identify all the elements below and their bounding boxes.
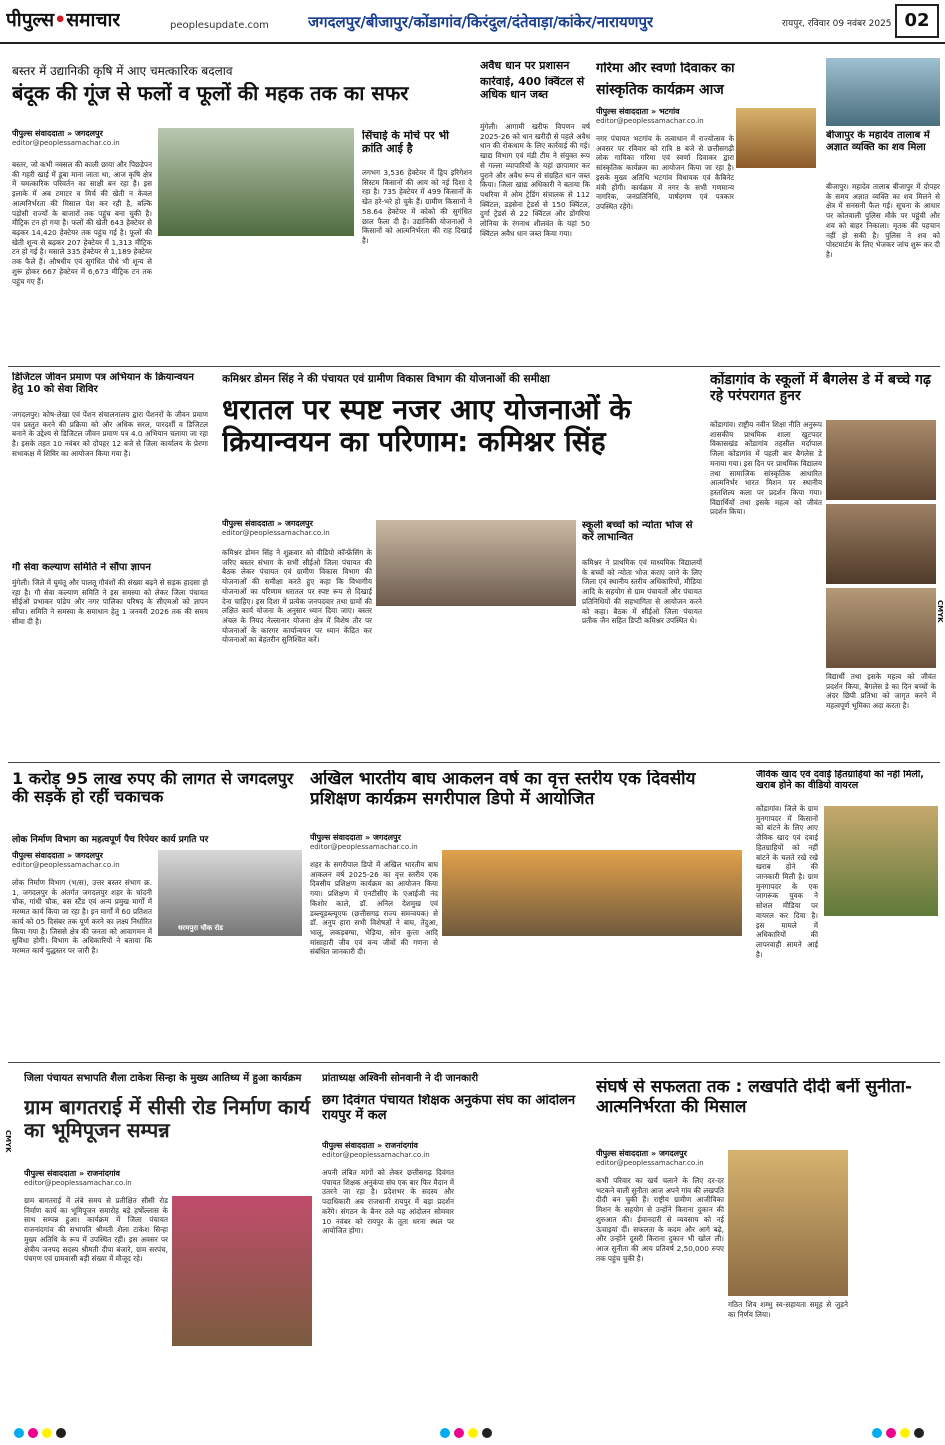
section-divider [8,366,940,367]
email[interactable]: editor@peoplessamachar.co.in [12,139,120,147]
children-craft-photo-2 [826,504,936,584]
fertilizer-bags-photo [824,806,938,916]
page-number: 02 [895,4,939,38]
story6-body-cont [376,610,576,758]
story1-side-body: लगभग 3,536 हेक्टेयर में ड्रिप इरिगेशन सिस्टम किसानों की आय को नई दिशा दे रहा है। 735 हेक्टेयर में 499 किसानों के खेत हरे-भरे हो चुके हैं। ग्रामीण किसानों ने 58.64 हेक्टेयर में कोको की सुगंधित छाल फैला दी है। उद्यानिकी योजनाओं ने किसानों को आत्मनिर्भरता की राह दिखाई है। [362,168,472,246]
story6-byline-block: पीपुल्स संवाददाता » जगदलपुर editor@peoplessamachar.co.in [222,519,330,537]
story5-subbody: मुंगेली। जिले में घुमंतू और पालतू गौवंशों की संख्या बढ़ने से सड़क हादसा हो रहा है। गौ सेवा कल्याण समिति ने इस समस्या को लेकर जिला पंचायत सीईओ प्रभाकर पांडेय और नगर पालिका परिषद के सीएमओ को ज्ञापन सौंपा। समिति ने समस्या के समाधान हेतु 1 जनवरी 2026 तक की समय सीमा दी है। [12,578,208,626]
story11-headline: जैविक खाद एवं दवाई हितग्राहियों को नहीं मिली, खराब होने का वीडियो वायरल [756,770,924,791]
story14-body: कभी परिवार का खर्च चलाने के लिए दर-दर भटकने वाली सुनीता आज अपने गांव की लखपति दीदी बन चुकी हैं। राष्ट्रीय ग्रामीण आजीविका मिशन के सहयोग से उन्होंने किराना दुकान की शुरुआत की। ईमानदारी से व्यवसाय को नई ऊंचाइयां दीं। सफलता के कदम और आगे बढ़े, और उन्होंने दूसरी किराना दुकान भी खोल ली। आज सुनीता की आय प्रतिवर्ष 2,50,000 रुपए तक पहुंच चुकी है। [596,1176,724,1263]
magenta-dot [28,1428,38,1438]
story13-headline: छग दिवंगत पंचायत शिक्षक अनुकंपा संघ का आंदोलन रायपुर में कल [322,1094,576,1123]
story14-caption: गठित शिव शम्भु स्व-सहायता समूह से जुड़ने का निर्णय लिया। [728,1300,848,1319]
dateline: रायपुर, रविवार 09 नवंबर 2025 [782,19,892,29]
section-divider [8,762,940,763]
cmyk-side-label: CMYK [936,600,944,623]
section-divider [8,1062,940,1063]
meeting-photo [376,520,576,606]
newspaper-logo: पीपुल्स•समाचार [6,9,121,31]
story12-body: ग्राम बागतराई में लंबे समय से प्रतीक्षित सीसी रोड निर्माण कार्य का भूमिपूजन समारोह बड़े हर्षोल्लास के साथ सम्पन्न हुआ। कार्यक्रम में जिला पंचायत राजनांदगांव की सभापति श्रीमती शैला टाकेश सिन्हा मुख्य अतिथि के रूप में उपस्थित रहीं। इस अवसर पर क्षेत्रीय जनपद सदस्य श्रीमती दीपा बंजारे, ग्राम सरपंच, पंचगण एवं ग्रामवासी बड़ी संख्या में मौजूद रहे। [24,1196,168,1264]
bhoomipujan-photo [172,1196,312,1346]
story14-headline: संघर्ष से सफलता तक : लखपति दीदी बनीं सुनीता-आत्मनिर्भरता की मिसाल [596,1078,913,1117]
story7-headline: स्कूली बच्चों को न्योता भोज से करें लाभान्वित [582,520,693,543]
story2-headline: कार्रवाई, 400 क्विंटल से अधिक धान जब्त [480,76,585,101]
training-group-photo [442,850,742,936]
story1-body: बस्तर, जो कभी नक्सल की काली छाया और पिछड़ेपन की गहरी खाई में डूबा माना जाता था, आज कृषि क्षेत्र में चमत्कारिक परिवर्तन का साक्षी बन रहा है। इस इलाके में अब टमाटर व मिर्च की खेती न केवल आत्मनिर्भरता की मिसाल पेश कर रही है, बल्कि पड़ोसी राज्यों के बाजारों तक पहुंच बना चुकी है। मीट्रिक टन हो गया है। फलों की खेती 643 हेक्टेयर से बढ़कर 14,420 हेक्टेयर तक पहुंच गई है। फूलों की खेती शून्य से बढ़कर 207 हेक्टेयर में 1,313 मीट्रिक टन हो गई है। मसाले 335 हेक्टेयर से 1,189 हेक्टेयर तक फैले हैं। औषधीय एवं सुगंधित पौधे भी शून्य से शुरू होकर 667 हेक्टेयर में 6,673 मीट्रिक टन तक पहुंच गए हैं। [12,160,152,286]
story5-body: जगदलपुर। कोष-लेखा एवं पेंशन संचालनालय द्वारा पेंशनरों के जीवन प्रमाण पत्र प्रस्तुत करने की प्रक्रिया को और अधिक सरल, पारदर्शी व डिजिटल बनाने के उद्देश्य से डिजिटल जीवन प्रमाण पत्र 4.0 अभियान चलाया जा रहा है। इसके तहत 10 नवंबर को दोपहर 12 बजे से जिला कार्यालय के प्रेरणा सभाकक्ष में शिविर का आयोजन किया गया है। [12,410,208,458]
story9-byline-block: पीपुल्स संवाददाता » जगदलपुर editor@peoplessamachar.co.in [12,851,120,869]
story1-kicker: बस्तर में उद्यानिकी कृषि में आए चमत्कारिक बदलाव [12,64,233,78]
story1-headline: बंदूक की गूंज से फलों व फूलों की महक तक का सफर [12,82,409,105]
story7-body: कमिश्नर ने प्राथमिक एवं माध्यमिक विद्यालयों के बच्चों को न्योता भोज कराए जाने के लिए जिला एवं स्थानीय स्तरीय अधिकारियों, मीडिया आदि के सहयोग से ग्राम पंचायतों और पंचायत प्रतिनिधियों की सहभागिता से आयोजन करने को कहा। बैठक में सीईओ जिला पंचायत प्रतीक जैन सहित डिप्टी कमिश्नर उपस्थित थे। [582,558,702,626]
website-url[interactable]: peoplesupdate.com [170,20,269,31]
story10-body: शहर के सगरीपाल डिपो में अखिल भारतीय बाघ आकलन वर्ष 2025-26 का वृत्त स्तरीय एक दिवसीय प्रशिक्षण कार्यक्रम का आयोजन किया गया। प्रशिक्षण में एनटीसीए के एआईजी नंद किशोर काले, डॉ. अनिल देशमुख एवं डब्ल्यूडब्ल्यूएफ (छत्तीसगढ़ राज्य समन्वयक) से डॉ. अनुप हारा सभी विशेषज्ञों ने बाघ, तेंदुआ, भालू, लकड़बग्घा, भेड़िया, सोन कुत्ता आदि मांसाहारी जीव एवं वन्य जीवों की गणना से संबंधित जानकारी दी। [310,860,438,957]
masthead [0,0,945,44]
dateline-place: जगदलपुर [74,129,103,138]
story10-byline-block: पीपुल्स संवाददाता » जगदलपुर editor@peoplessamachar.co.in [310,833,418,851]
story3-body-cont [736,172,816,358]
story14-byline-block: पीपुल्स संवाददाता » जगदलपुर editor@peoplessamachar.co.in [596,1149,704,1167]
black-dot [56,1428,66,1438]
story3-body: नगर पंचायत भटगांव के तत्वाधान में राज्योत्सव के अवसर पर रविवार को रात्रि 8 बजे से छत्तीसगढ़ी लोक गायिका गरिमा एवं स्वर्णा दिवाकर द्वारा सांस्कृतिक कार्यक्रम का आयोजन किया जा रहा है। इसके मुख्य अतिथि भटगांव विधायक एवं कैबिनेट मंत्री होंगी। कार्यक्रम में नगर के सभी गणमान्य नागरिक, जनप्रतिनिधि, पार्षदगण एवं पत्रकार उपस्थित रहेंगे। [596,134,734,212]
story14-body-cont [852,1150,938,1426]
story11-body: कोंडागांव। जिले के ग्राम मुनगापदर में किसानों को बांटने के लिए आए जैविक खाद एवं दवाई हितग्राहियों को नहीं बांटने के चलते रखे रखे खराब होने की जानकारी मिली है। ग्राम मुनगापदर के एक जागरूक युवक ने सोशल मीडिया पर वायरल कर दिया है। इस मामले में अधिकारियों की लापरवाही सामने आई है। [756,804,818,959]
edition-cities: जगदलपुर/बीजापुर/कोंडागांव/किरंदुल/दंतेवाड़ा/कांकेर/नारायणपुर [308,13,654,31]
story12-body-cont [172,1350,312,1426]
cyan-dot [14,1428,24,1438]
artists-photo [736,108,816,168]
story13-byline-block: पीपुल्स संवाददाता » राजनांदगांव editor@peoplessamachar.co.in [322,1141,430,1159]
story13-body: अपनी लंबित मांगों को लेकर छत्तीसगढ़ दिवंगत पंचायत शिक्षक अनुकंपा संघ एक बार फिर मैदान में उतरने जा रहा है। प्रदेशभर के सदस्य और पदाधिकारी अब राजधानी रायपुर में बड़ा प्रदर्शन करेंगे। संगठन के बैनर तले यह आंदोलन सोमवार 10 नवंबर को रायपुर के तूता धरना स्थल पर आयोजित होगा। [322,1168,454,1236]
story6-kicker: कमिश्नर डोमन सिंह ने की पंचायत एवं ग्रामीण विकास विभाग की योजनाओं की समीक्षा [222,373,550,385]
story12-byline-block: पीपुल्स संवाददाता » राजनांदगांव editor@peoplessamachar.co.in [24,1169,132,1187]
story11-body-cont [824,920,938,1056]
story8-body: कोंडागांव। राष्ट्रीय नवीन शिक्षा नीति अनुरूप शासकीय प्राथमिक शाला खुटपदर विकासखंड कोंडागांव तहसील मर्दापाल जिला कोंडागांव में पहली बार बैगलेस डे मनाया गया। इस दिन पर प्राथमिक विद्यालय तथा सामाजिक सांस्कृतिक आधारित आत्मनिर्भर भारत मिशन पर स्थानीय हस्तशिल्प कला पर प्रदर्शन किया गया। विद्यार्थियों तथा इसके महत्व को जीवंत प्रदर्शन किया। [710,420,822,517]
story3-byline-block: पीपुल्स संवाददाता » भटगांव editor@peoplessamachar.co.in [596,107,704,125]
cmyk-marks-center [440,1428,500,1442]
story9-body-cont [158,940,302,1056]
story12-headline: ग्राम बागतराई में सीसी रोड निर्माण कार्य का भूमिपूजन सम्पन्न [24,1096,311,1142]
story5-subheadline: गौ सेवा कल्याण समिति ने सौंपा ज्ञापन [12,562,151,573]
road-photo-caption: धरमपुरा चौक रोड [178,924,223,932]
children-craft-photo-1 [826,420,936,500]
byline: पीपुल्स संवाददाता [12,129,65,138]
shop-photo [728,1150,848,1296]
story10-headline: अखिल भारतीय बाघ आकलन वर्ष का वृत्त स्तरीय एक दिवसीय प्रशिक्षण कार्यक्रम सगरीपाल डिपो में आयोजित [310,770,696,809]
story2-kicker: अवैध धान पर प्रशासन [480,60,570,72]
story8-headline: कोंडागांव के स्कूलों में बैगलेस डे में बच्चे गढ़ रहे परंपरागत हुनर [710,372,931,405]
story2-body: मुंगेली। आगामी खरीफ विपणन वर्ष 2025-26 को धान खरीदी से पहले अवैध धान की रोकथाम के लिए कार्रवाई की गई। खाद्य विभाग एवं मंडी टीम ने संयुक्त रूप से गल्ला व्यापारियों के यहां छापामार कर पुराने और अवैध रूप से संग्रहित धान जब्त किया। जिला खाद्य अधिकारी ने बताया कि पथरिया में ओम ट्रेडिंग संचालक से 112 क्विंटल, डड़सेना ट्रेडर्स से 150 क्विंटल, दुर्गा ट्रेडर्स से 22 क्विंटल और डोंगरिया लोनिया के रंगनाथ शीलवंत के यहां 50 क्विंटल अवैध धान जब्त किया गया। [480,122,590,238]
story1-side-headline: सिंचाई के मोर्चे पर भी क्रांति आई है [362,130,450,155]
story6-headline: धरातल पर स्पष्ट नजर आए योजनाओं के क्रियान्वयन का परिणाम: कमिश्नर सिंह [222,394,631,459]
cmyk-marks-left [14,1428,74,1442]
children-craft-photo-3 [826,588,936,668]
yellow-dot [42,1428,52,1438]
story5-headline: डिजिटल जीवन प्रमाण पत्र अभियान के क्रियान्वयन हेतु 10 को सेवा शिविर [12,372,194,395]
story3-kicker: गरिमा और स्वर्णा दिवाकर का [596,62,735,76]
story13-body-cont [458,1140,590,1426]
story9-body: लोक निर्माण विभाग (भ/स), उत्तर बस्तर संभाग क्र. 1, जगदलपुर के अंतर्गत जगदलपुर शहर के चांदनी चौक, गांधी चौक, बस स्टैंड एवं अन्य प्रमुख मार्गों में मरम्मत कार्य किया जा रहा है। इन मार्गों में 60 प्रतिशत कार्य को 05 दिसंबर तक पूर्ण करने का लक्ष्य निर्धारित किया गया है। जिससे क्षेत्र की जनता को आवागमन में सुविधा होगी। विभाग के अधिकारियों ने बताया कि मरम्मत कार्य युद्धस्तर पर जारी है। [12,878,152,956]
lake-photo [826,58,940,126]
story12-kicker: जिला पंचायत सभापति शैला टाकेश सिन्हा के मुख्य आतिथ्य में हुआ कार्यक्रम [24,1073,302,1084]
story1-body-cont [158,240,354,360]
cmyk-side-label-left: CMYK [4,1130,12,1153]
story4-headline: बीजापुर के महादेव तालाब में अज्ञात व्यक्ति का शव मिला [826,130,930,153]
story3-headline: सांस्कृतिक कार्यक्रम आज [596,82,724,98]
story1-byline-block: पीपुल्स संवाददाता » जगदलपुर editor@peoplessamachar.co.in [12,128,152,152]
greenhouse-photo [158,128,354,236]
story9-headline: 1 करोड़ 95 लाख रुपए की लागत से जगदलपुर की सड़कें हो रहीं चकाचक [12,770,294,807]
story9-subheadline: लोक निर्माण विभाग का महत्वपूर्ण पैच रिपेयर कार्य प्रगति पर [12,835,209,845]
story4-body: बीजापुर। महादेव तालाब बीजापुर में दोपहर के समय अज्ञात व्यक्ति का शव मिलने से क्षेत्र में सनसनी फैल गई। सूचना के आधार पर कोतवाली पुलिस मौके पर पहुंची और शव को बाहर निकाला। मृतक की पहचान नहीं हो सकी है। पुलिस ने शव को पोस्टमार्टम के लिए भेजकर जांच शुरू कर दी है। [826,182,940,260]
cmyk-marks-right [872,1428,932,1442]
story6-body: कमिश्नर डोमन सिंह ने शुक्रवार को वीडियो कॉन्फ्रेंसिंग के जरिए बस्तर संभाग के सभी सीईओ जिला पंचायत की बैठक लेकर पंचायत एवं ग्रामीण विकास विभाग की योजनाओं की समीक्षा करते हुए कहा कि विभागीय योजनाओं का परिणाम धरातल पर स्पष्ट रूप से दिखाई देना चाहिए। इस दिशा में प्रत्येक जनपदवार तथा ग्रामों की लक्षित कार्य योजना के अनुसार ध्यान दिया जाए। बस्तर अंचल के नियद नेल्लानार योजना क्षेत्र में विशेष तौर पर योजनाओं के कारगर कार्यान्वयन पर ध्यान केंद्रित कर योजनाओं का बेहतरीन सुनिश्चित करें। [222,548,372,645]
story13-kicker: प्रांताध्यक्ष अश्विनी सोनवानी ने दी जानकारी [322,1073,479,1084]
story8-caption: विद्यार्थी तथा इसके महत्व को जीवंत प्रदर्शन किया, बैगलेस डे का दिन बच्चों के अंदर छिपी प्रतिभा को जागृत करने में महत्वपूर्ण भूमिका अदा करता है। [826,672,936,711]
story10-body-cont [442,940,742,1056]
